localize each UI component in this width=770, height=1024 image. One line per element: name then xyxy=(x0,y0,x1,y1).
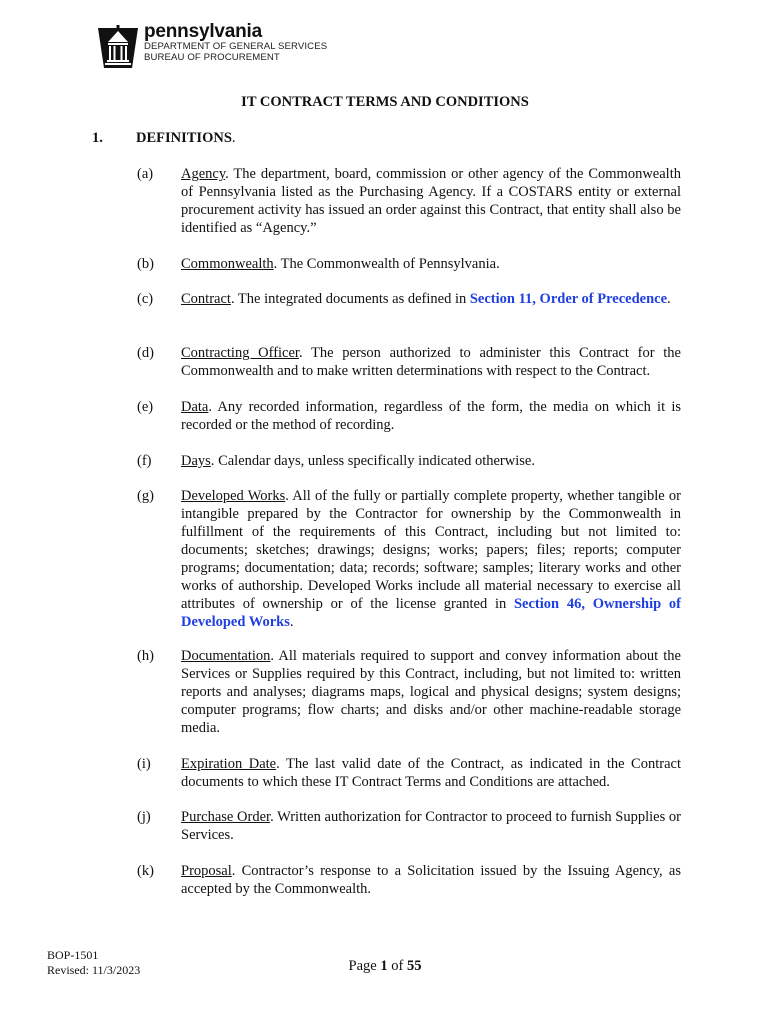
definition-proposal xyxy=(137,862,681,898)
page-total: 55 xyxy=(406,958,422,974)
page-number xyxy=(0,958,770,975)
definition-expiration-date xyxy=(137,755,681,791)
definition-term: Developed Works xyxy=(181,488,286,504)
definition-text: . The department, board, commission or other agency of the Commonwealth of Pennsylvania listed as the Purchasing Agency. If a COSTARS entity or external procurement activity has issued an order against this Contract, that entity shall also be identified as “Agency.” xyxy=(181,166,681,236)
section-title-punct: . xyxy=(231,130,236,146)
section-title: DEFINITIONS xyxy=(136,130,232,146)
definition-text: . The Commonwealth of Pennsylvania. xyxy=(273,256,500,272)
definition-term: Proposal xyxy=(181,863,232,879)
definition-commonwealth xyxy=(137,255,681,273)
page-word: Page xyxy=(348,958,377,974)
section-heading xyxy=(92,130,236,147)
definition-tail: . xyxy=(289,614,294,630)
definition-label: (d) xyxy=(137,345,154,361)
definition-text: . All of the fully or partially complete property, whether tangible or intangible prepared by the Contractor for ownership by the Commonwealth in fulfillment of the requirements of this Contract, including but not limited to: documents; sketches; drawings; designs; works; papers; files; reports; computer programs; documentation; data; records; software; samples; literary works and other works of authorship. Developed Works include all material necessary to exercise all attributes of ownership or of the license granted in xyxy=(181,488,682,612)
definition-data xyxy=(137,398,681,434)
definition-label: (j) xyxy=(137,809,151,825)
definition-label: (b) xyxy=(137,256,154,272)
definition-label: (c) xyxy=(137,291,154,307)
definition-text: . The last valid date of the Contract, as indicated in the Contract documents to which these IT Contract Terms and Conditions are attached. xyxy=(181,756,681,790)
definition-label: (e) xyxy=(137,399,154,415)
definition-developed-works xyxy=(137,487,681,631)
definition-label: (i) xyxy=(137,756,151,772)
definition-term: Commonwealth xyxy=(181,256,274,272)
definition-text: . The person authorized to administer this Contract for the Commonwealth and to make written determinations with respect to the Contract. xyxy=(181,345,681,379)
definition-text: . Any recorded information, regardless of the form, the media on which it is recorded or the method of recording. xyxy=(181,399,681,433)
document-title: IT CONTRACT TERMS AND CONDITIONS xyxy=(241,94,529,110)
definition-label: (a) xyxy=(137,166,154,182)
definition-text: . Written authorization for Contractor to proceed to furnish Supplies or Services. xyxy=(181,809,681,843)
definition-text: . The integrated documents as defined in xyxy=(230,291,470,307)
definition-days xyxy=(137,452,681,470)
of-word: of xyxy=(391,958,404,974)
definition-term: Expiration Date xyxy=(181,756,277,772)
definition-agency xyxy=(137,165,681,237)
definition-label: (f) xyxy=(137,453,152,469)
definition-documentation xyxy=(137,647,681,737)
revision-date: Revised: 11/3/2023 xyxy=(47,963,141,977)
logo-department: DEPARTMENT OF GENERAL SERVICES xyxy=(144,41,328,52)
logo-name: pennsylvania xyxy=(144,21,262,42)
section-number: 1. xyxy=(92,130,103,146)
definition-text: . All materials required to support and convey information about the Services or Supplies required by this Contract, including, but not limited to: written reports and analyses; diagrams maps, logical and physical designs; system designs; computer programs; flow charts; and disks and/or other machine-readable storage media. xyxy=(181,648,681,736)
definition-label: (h) xyxy=(137,648,154,664)
definition-text: . Contractor’s response to a Solicitation issued by the Issuing Agency, as accepted by the Commonwealth. xyxy=(181,863,681,897)
page-current: 1 xyxy=(380,958,388,974)
definition-term: Data xyxy=(181,399,209,415)
definition-purchase-order xyxy=(137,808,681,844)
section-46-link[interactable]: Section 46, Ownership of Developed Works xyxy=(181,596,681,630)
header-logo xyxy=(96,22,327,74)
definition-term: Contract xyxy=(181,291,231,307)
definition-contract xyxy=(137,290,681,308)
definition-term: Purchase Order xyxy=(181,809,271,825)
keystone-capitol-icon xyxy=(96,22,140,70)
definition-text: . Calendar days, unless specifically indicated otherwise. xyxy=(210,453,535,469)
definition-term: Days xyxy=(181,453,211,469)
definition-contracting-officer xyxy=(137,344,681,380)
logo-bureau: BUREAU OF PROCUREMENT xyxy=(144,51,280,63)
definition-term: Contracting Officer xyxy=(181,345,299,361)
definition-label: (g) xyxy=(137,488,154,504)
definition-tail: . xyxy=(667,291,671,307)
section-11-link[interactable]: Section 11, Order of Precedence xyxy=(469,291,668,307)
form-id: BOP-1501 xyxy=(47,948,99,962)
definition-term: Documentation xyxy=(181,648,271,664)
definition-label: (k) xyxy=(137,863,154,879)
definition-term: Agency xyxy=(181,166,226,182)
